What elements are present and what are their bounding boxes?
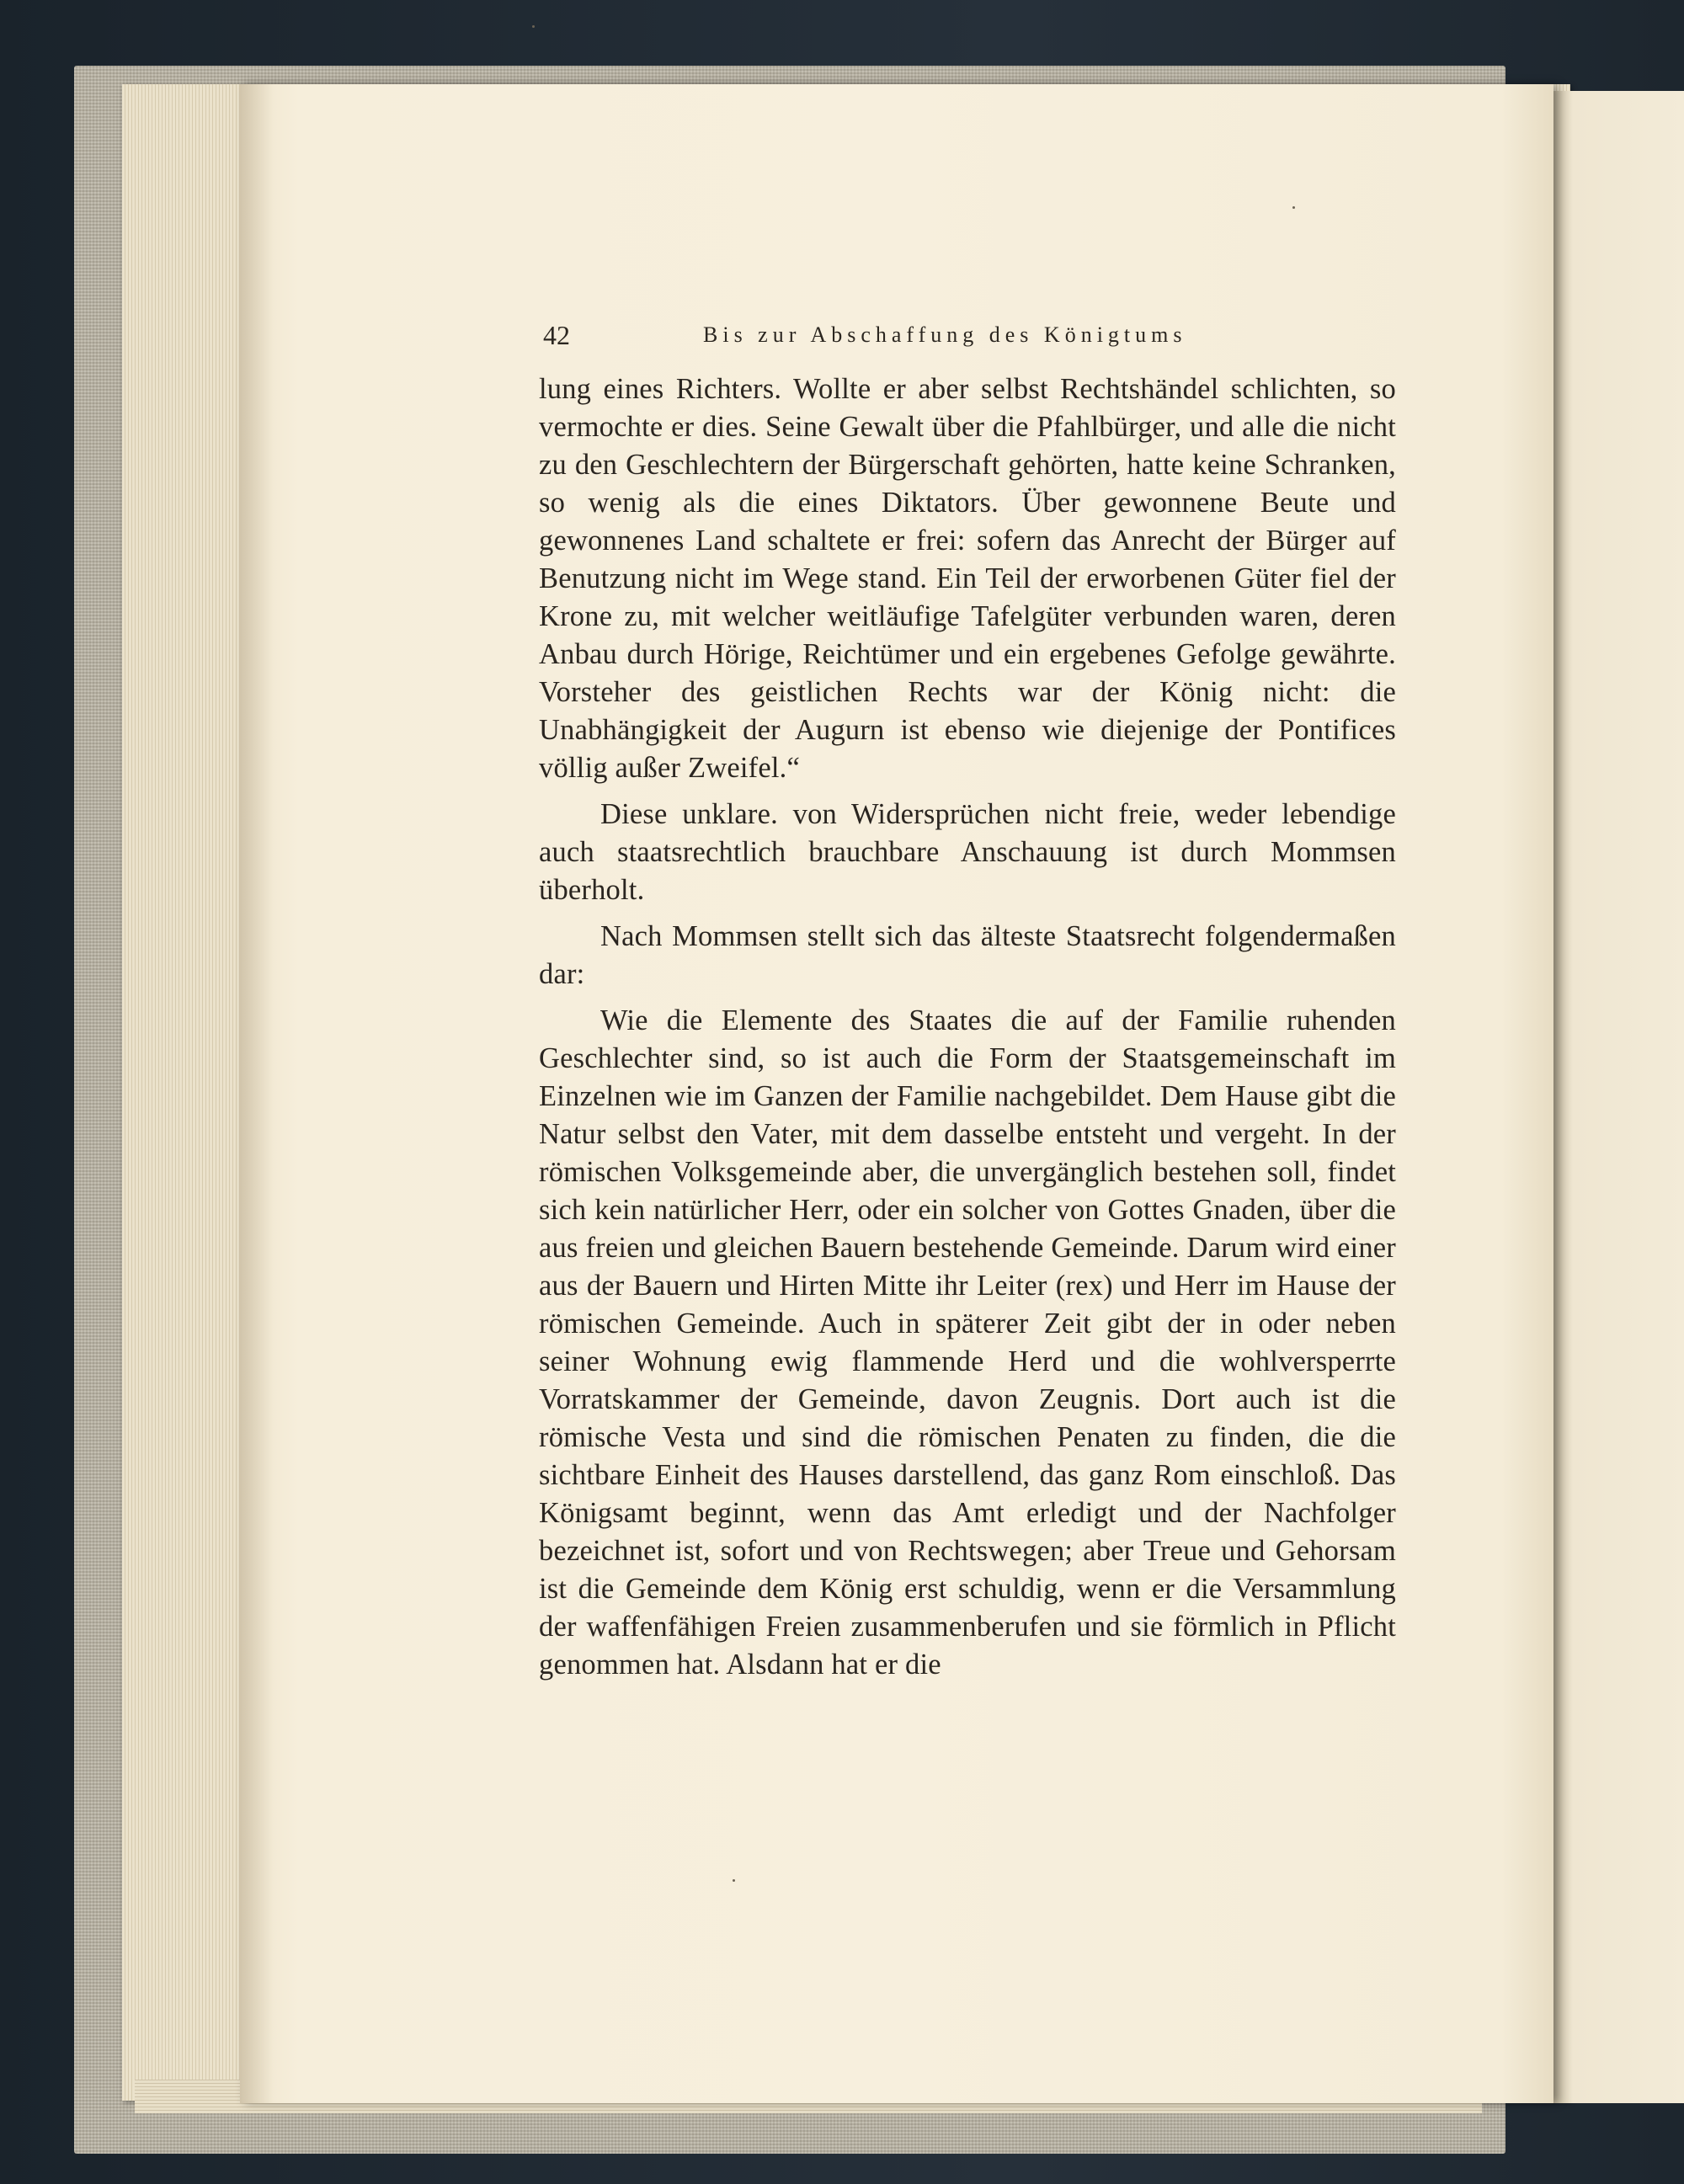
paper-speck xyxy=(1292,206,1295,209)
paper-speck xyxy=(733,1879,735,1882)
body-text xyxy=(539,370,1396,1684)
running-head: Bis zur Abschaffung des Königtums xyxy=(703,322,1187,347)
paragraph-3: Nach Mommsen stellt sich das älteste Staatsrecht folgendermaßen dar: xyxy=(539,920,1396,990)
facing-page-edge xyxy=(1548,91,1684,2103)
gutter-shadow xyxy=(240,84,274,2103)
page-header xyxy=(543,318,1394,352)
paragraph-4: Wie die Elemente des Staates die auf der Familie ruhenden Geschlechter sind, so ist auch die Form der Staatsgemeinschaft im Einzelnen wie im Ganzen der Familie nachgebildet. Dem Hause gibt die Natur selbst den Vater, mit dem dasselbe entsteht und vergeht. In der römischen Volksgemeinde aber, die unvergänglich bestehen soll, findet sich kein natürlicher Herr, oder ein solcher von Gottes Gnaden, über die aus freien und gleichen Bauern bestehende Gemeinde. Darum wird einer aus der Bauern und Hirten Mitte ihr Leiter (rex) und Herr im Hause der römischen Gemeinde. Auch in späterer Zeit gibt der in oder neben seiner Wohnung ewig flammende Herd und die wohlversperrte Vorratskammer der Gemeinde, davon Zeugnis. Dort auch ist die römische Vesta und sind die römischen Penaten zu finden, die die sichtbare Einheit des Hauses darstellend, das ganz Rom einschloß. Das Königsamt beginnt, wenn das Amt erledigt und der Nachfolger bezeichnet ist, sofort und von Rechtswegen; aber Treue und Gehorsam ist die Gemeinde dem König erst schuldig, wenn er die Versammlung der waffenfähigen Freien zusammenberufen und sie förmlich in Pflicht genommen hat. Alsdann hat er die xyxy=(539,1004,1396,1681)
page-number: 42 xyxy=(543,320,570,350)
paper-speck xyxy=(532,25,535,28)
paragraph-2: Diese unklare. von Widersprüchen nicht freie, weder lebendige auch staatsrechtlich brauchbare Anschauung ist durch Mommsen überholt. xyxy=(539,798,1396,906)
paragraph-1: lung eines Richters. Wollte er aber selbst Rechtshändel schlichten, so vermochte er dies. Seine Gewalt über die Pfahlbürger, und alle die nicht zu den Geschlechtern der Bürgerschaft gehörten, hatte keine Schranken, so wenig als die eines Diktators. Über gewonnene Beute und gewonnenes Land schaltete er frei: sofern das Anrecht der Bürger auf Benutzung nicht im Wege stand. Ein Teil der erworbenen Güter fiel der Krone zu, mit welcher weitläufige Tafelgüter verbunden waren, deren Anbau durch Hörige, Reichtümer und ein ergebenes Gefolge gewährte. Vorsteher des geistlichen Rechts war der König nicht: die Unabhängigkeit der Augurn ist ebenso wie diejenige der Pontifices völlig außer Zweifel.“ xyxy=(539,373,1396,784)
